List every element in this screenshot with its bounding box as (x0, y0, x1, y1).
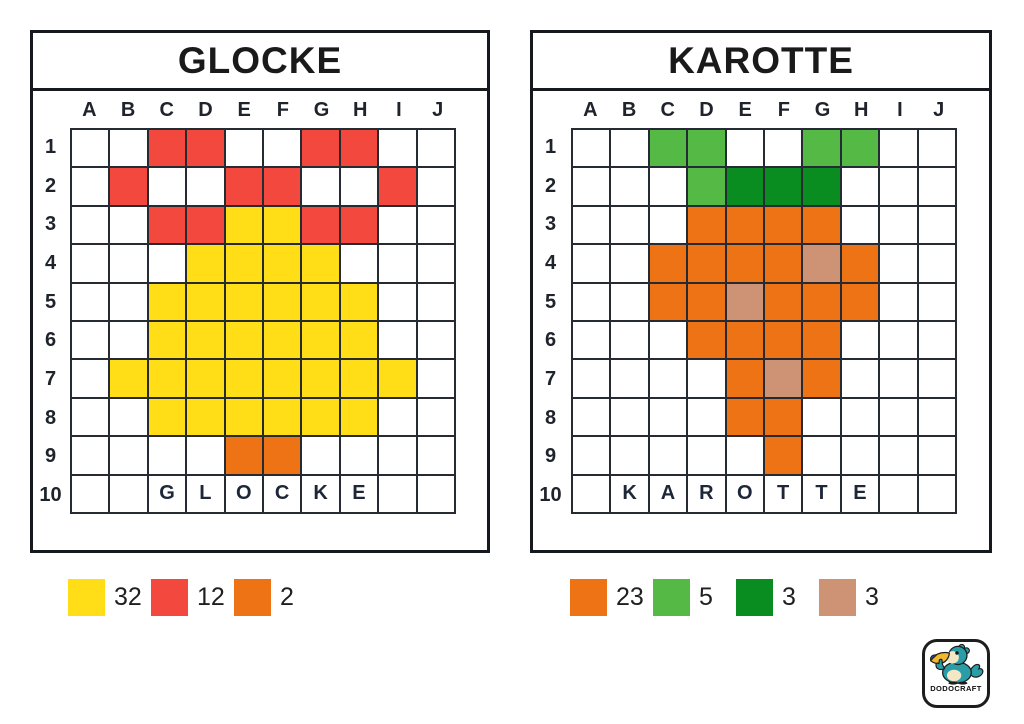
grid-cell (688, 207, 724, 243)
grid-cell (379, 207, 415, 243)
grid-cell (149, 360, 185, 396)
grid-cell (573, 399, 609, 435)
grid-cell (803, 399, 839, 435)
grid-cell (650, 284, 686, 320)
grid-cell (379, 322, 415, 358)
pixel-grid (70, 128, 456, 514)
grid-cell (688, 168, 724, 204)
grid-cell (149, 245, 185, 281)
col-header-label: F (276, 98, 289, 121)
grid-cell (765, 322, 801, 358)
row-header-label: 2 (44, 174, 57, 197)
glocke-panel (30, 30, 490, 553)
col-header-label: H (854, 98, 869, 121)
grid-cell (611, 322, 647, 358)
word-letter-cell: T (803, 476, 839, 512)
col-header-label: D (699, 98, 714, 121)
grid-cell (264, 399, 300, 435)
grid-cell (573, 476, 609, 512)
row-header-label: 4 (544, 251, 557, 274)
grid-cell (72, 437, 108, 473)
grid-cell (264, 245, 300, 281)
grid-cell (302, 168, 338, 204)
grid-cell (110, 284, 146, 320)
row-header-label: 8 (44, 406, 57, 429)
grid-cell (650, 360, 686, 396)
col-header-label: C (660, 98, 675, 121)
grid-cell (573, 245, 609, 281)
row-header-label: 8 (544, 406, 557, 429)
word-letter-cell: O (226, 476, 262, 512)
grid-cell (302, 245, 338, 281)
row-header-label: 2 (544, 174, 557, 197)
row-header-label: 4 (44, 251, 57, 274)
grid-cell (688, 399, 724, 435)
grid-cell (302, 360, 338, 396)
grid-cell (110, 130, 146, 166)
grid-cell (919, 476, 955, 512)
word-letter-cell: E (341, 476, 377, 512)
grid-cell (688, 322, 724, 358)
grid-cell (379, 284, 415, 320)
grid-cell (264, 322, 300, 358)
legend-swatch (736, 579, 773, 616)
grid-cell (803, 130, 839, 166)
grid-cell (611, 437, 647, 473)
col-header-label: B (621, 98, 637, 121)
row-header-label: 9 (544, 445, 557, 468)
grid-cell (302, 207, 338, 243)
grid-cell (765, 130, 801, 166)
grid-cell (765, 360, 801, 396)
grid-cell (880, 168, 916, 204)
grid-cell (418, 399, 454, 435)
grid-cell (72, 245, 108, 281)
grid-cell (418, 168, 454, 204)
grid-cell (187, 130, 223, 166)
grid-cell (727, 130, 763, 166)
grid-cell (803, 284, 839, 320)
grid-cell (302, 437, 338, 473)
grid-cell (803, 245, 839, 281)
grid-cell (72, 399, 108, 435)
grid-cell (611, 168, 647, 204)
grid-cell (880, 437, 916, 473)
col-header-label: J (432, 98, 444, 121)
grid-cell (187, 399, 223, 435)
grid-cell (110, 322, 146, 358)
grid-cell (302, 284, 338, 320)
grid-cell (379, 399, 415, 435)
grid-cell (573, 130, 609, 166)
legend-item (151, 579, 234, 616)
grid-cell (149, 207, 185, 243)
grid-cell (880, 284, 916, 320)
grid-cell (650, 168, 686, 204)
grid-cell (842, 399, 878, 435)
grid-cell (187, 207, 223, 243)
grid-cell (727, 168, 763, 204)
grid-cell (110, 207, 146, 243)
grid-cell (418, 207, 454, 243)
grid-cell (72, 360, 108, 396)
grid-cell (842, 130, 878, 166)
row-header-label: 5 (544, 290, 557, 313)
row-headers (34, 128, 67, 515)
grid-cell (226, 207, 262, 243)
grid-cell (72, 476, 108, 512)
word-letter-cell: T (765, 476, 801, 512)
col-header-label: A (82, 98, 97, 121)
grid-cell (727, 207, 763, 243)
grid-cell (803, 207, 839, 243)
row-header-label: 1 (544, 135, 557, 158)
grid-cell (765, 245, 801, 281)
col-header-label: G (313, 98, 330, 121)
grid-cell (264, 207, 300, 243)
legend-item (234, 579, 317, 616)
panel-title-glocke: GLOCKE (33, 33, 487, 91)
col-header-label: I (396, 98, 402, 121)
grid-cell (842, 437, 878, 473)
word-letter-cell: A (650, 476, 686, 512)
grid-cell (226, 322, 262, 358)
word-letter-cell: K (302, 476, 338, 512)
row-header-label: 9 (44, 445, 57, 468)
word-letter-cell: C (264, 476, 300, 512)
grid-cell (110, 399, 146, 435)
grid-cell (341, 168, 377, 204)
col-header-label: E (738, 98, 752, 121)
grid-cell (72, 284, 108, 320)
grid-cell (379, 245, 415, 281)
col-headers (70, 96, 457, 124)
grid-cell (880, 245, 916, 281)
grid-cell (765, 168, 801, 204)
grid-cell (919, 322, 955, 358)
grid-cell (727, 245, 763, 281)
grid-cell (379, 130, 415, 166)
grid-cell (226, 168, 262, 204)
grid-cell (379, 476, 415, 512)
legend-count: 3 (782, 583, 796, 611)
grid-cell (688, 284, 724, 320)
grid-cell (650, 245, 686, 281)
grid-cell (765, 399, 801, 435)
row-header-label: 6 (544, 329, 557, 352)
word-letter-cell: L (187, 476, 223, 512)
grid-cell (264, 284, 300, 320)
grid-cell (226, 399, 262, 435)
word-letter-cell: R (688, 476, 724, 512)
grid-cell (379, 168, 415, 204)
col-header-label: D (198, 98, 213, 121)
row-header-label: 3 (544, 213, 557, 236)
grid-cell (803, 360, 839, 396)
grid-cell (650, 399, 686, 435)
grid-cell (573, 284, 609, 320)
col-header-label: J (933, 98, 945, 121)
grid-cell (727, 284, 763, 320)
grid-cell (842, 284, 878, 320)
legend-count: 3 (865, 583, 879, 611)
col-headers (571, 96, 958, 124)
grid-cell (880, 322, 916, 358)
grid-cell (418, 284, 454, 320)
dodocraft-logo (922, 639, 990, 708)
grid-cell (187, 322, 223, 358)
grid-cell (803, 168, 839, 204)
legend-count: 12 (197, 583, 225, 611)
grid-cell (264, 360, 300, 396)
grid-cell (803, 437, 839, 473)
grid-cell (688, 130, 724, 166)
grid-cell (379, 437, 415, 473)
col-header-label: B (120, 98, 136, 121)
grid-cell (110, 168, 146, 204)
grid-cell (418, 476, 454, 512)
grid-cell (110, 476, 146, 512)
row-header-label: 10 (539, 484, 562, 507)
row-headers (534, 128, 567, 515)
grid-cell (379, 360, 415, 396)
grid-cell (727, 399, 763, 435)
logo-text: DODOCRAFT (930, 684, 982, 693)
legend-swatch (653, 579, 690, 616)
col-header-label: E (237, 98, 251, 121)
grid-cell (72, 168, 108, 204)
grid-cell (226, 130, 262, 166)
legend-swatch (819, 579, 856, 616)
grid-cell (842, 168, 878, 204)
grid-cell (573, 322, 609, 358)
row-header-label: 6 (44, 329, 57, 352)
grid-cell (611, 360, 647, 396)
panel-title-karotte: KAROTTE (533, 33, 989, 91)
grid-cell (765, 284, 801, 320)
grid-cell (341, 284, 377, 320)
grid-cell (341, 130, 377, 166)
legend-swatch (68, 579, 105, 616)
grid-cell (341, 322, 377, 358)
grid-cell (149, 322, 185, 358)
grid-cell (110, 360, 146, 396)
grid-cell (842, 207, 878, 243)
row-header-label: 3 (44, 213, 57, 236)
col-header-label: C (159, 98, 174, 121)
grid-cell (880, 399, 916, 435)
grid-cell (611, 245, 647, 281)
grid-cell (226, 360, 262, 396)
grid-cell (765, 207, 801, 243)
legend-swatch (570, 579, 607, 616)
grid-cell (880, 360, 916, 396)
col-header-label: F (777, 98, 790, 121)
row-header-label: 7 (544, 368, 557, 391)
grid-cell (341, 245, 377, 281)
grid-cell (842, 322, 878, 358)
word-letter-cell: E (842, 476, 878, 512)
grid-cell (573, 360, 609, 396)
grid-cell (650, 207, 686, 243)
word-letter-cell: G (149, 476, 185, 512)
grid-cell (72, 322, 108, 358)
grid-cell (880, 207, 916, 243)
grid-cell (919, 245, 955, 281)
legend-count: 23 (616, 583, 644, 611)
grid-cell (149, 437, 185, 473)
grid-cell (880, 130, 916, 166)
grid-cell (187, 360, 223, 396)
grid-cell (611, 399, 647, 435)
grid-cell (919, 360, 955, 396)
legend-item (819, 579, 902, 616)
grid-cell (187, 437, 223, 473)
legend-item (570, 579, 653, 616)
grid-cell (149, 399, 185, 435)
grid-cell (418, 130, 454, 166)
grid-cell (72, 130, 108, 166)
grid-cell (187, 245, 223, 281)
karotte-panel (530, 30, 992, 553)
legend-count: 2 (280, 583, 294, 611)
pixel-grid (571, 128, 957, 514)
row-header-label: 1 (44, 135, 57, 158)
grid-cell (688, 360, 724, 396)
grid-cell (611, 207, 647, 243)
grid-cell (149, 284, 185, 320)
grid-cell (765, 437, 801, 473)
grid-cell (418, 245, 454, 281)
grid-cell (341, 360, 377, 396)
grid-cell (611, 284, 647, 320)
grid-cell (573, 437, 609, 473)
grid-cell (264, 130, 300, 166)
row-header-label: 5 (44, 290, 57, 313)
grid-cell (650, 130, 686, 166)
grid-cell (842, 245, 878, 281)
grid-cell (650, 322, 686, 358)
legend-item (68, 579, 151, 616)
grid-cell (302, 322, 338, 358)
grid-cell (573, 168, 609, 204)
karotte-legend (570, 579, 902, 616)
grid-cell (650, 437, 686, 473)
grid-cell (919, 399, 955, 435)
legend-item (736, 579, 819, 616)
legend-count: 32 (114, 583, 142, 611)
col-header-label: G (814, 98, 831, 121)
grid-cell (187, 284, 223, 320)
grid-cell (688, 245, 724, 281)
grid-cell (842, 360, 878, 396)
grid-cell (573, 207, 609, 243)
grid-cell (341, 437, 377, 473)
grid-cell (72, 207, 108, 243)
grid-cell (727, 360, 763, 396)
grid-cell (803, 322, 839, 358)
grid-cell (418, 322, 454, 358)
legend-swatch (234, 579, 271, 616)
grid-cell (110, 437, 146, 473)
dodo-bird-icon (927, 643, 985, 685)
grid-cell (919, 284, 955, 320)
grid-cell (302, 399, 338, 435)
grid-cell (880, 476, 916, 512)
grid-cell (341, 399, 377, 435)
col-header-label: H (353, 98, 368, 121)
word-letter-cell: K (611, 476, 647, 512)
grid-cell (919, 130, 955, 166)
grid-cell (187, 168, 223, 204)
grid-cell (418, 437, 454, 473)
row-header-label: 10 (39, 484, 62, 507)
grid-cell (919, 168, 955, 204)
grid-cell (727, 437, 763, 473)
grid-cell (226, 284, 262, 320)
grid-cell (149, 168, 185, 204)
row-header-label: 7 (44, 368, 57, 391)
grid-cell (226, 437, 262, 473)
grid-cell (264, 168, 300, 204)
grid-cell (919, 437, 955, 473)
legend-swatch (151, 579, 188, 616)
glocke-legend (68, 579, 317, 616)
col-header-label: A (583, 98, 598, 121)
legend-count: 5 (699, 583, 713, 611)
grid-cell (688, 437, 724, 473)
legend-item (653, 579, 736, 616)
grid-cell (919, 207, 955, 243)
grid-cell (611, 130, 647, 166)
grid-cell (418, 360, 454, 396)
grid-cell (341, 207, 377, 243)
col-header-label: I (897, 98, 903, 121)
grid-cell (110, 245, 146, 281)
grid-cell (302, 130, 338, 166)
grid-cell (264, 437, 300, 473)
grid-cell (226, 245, 262, 281)
grid-cell (727, 322, 763, 358)
word-letter-cell: O (727, 476, 763, 512)
grid-cell (149, 130, 185, 166)
